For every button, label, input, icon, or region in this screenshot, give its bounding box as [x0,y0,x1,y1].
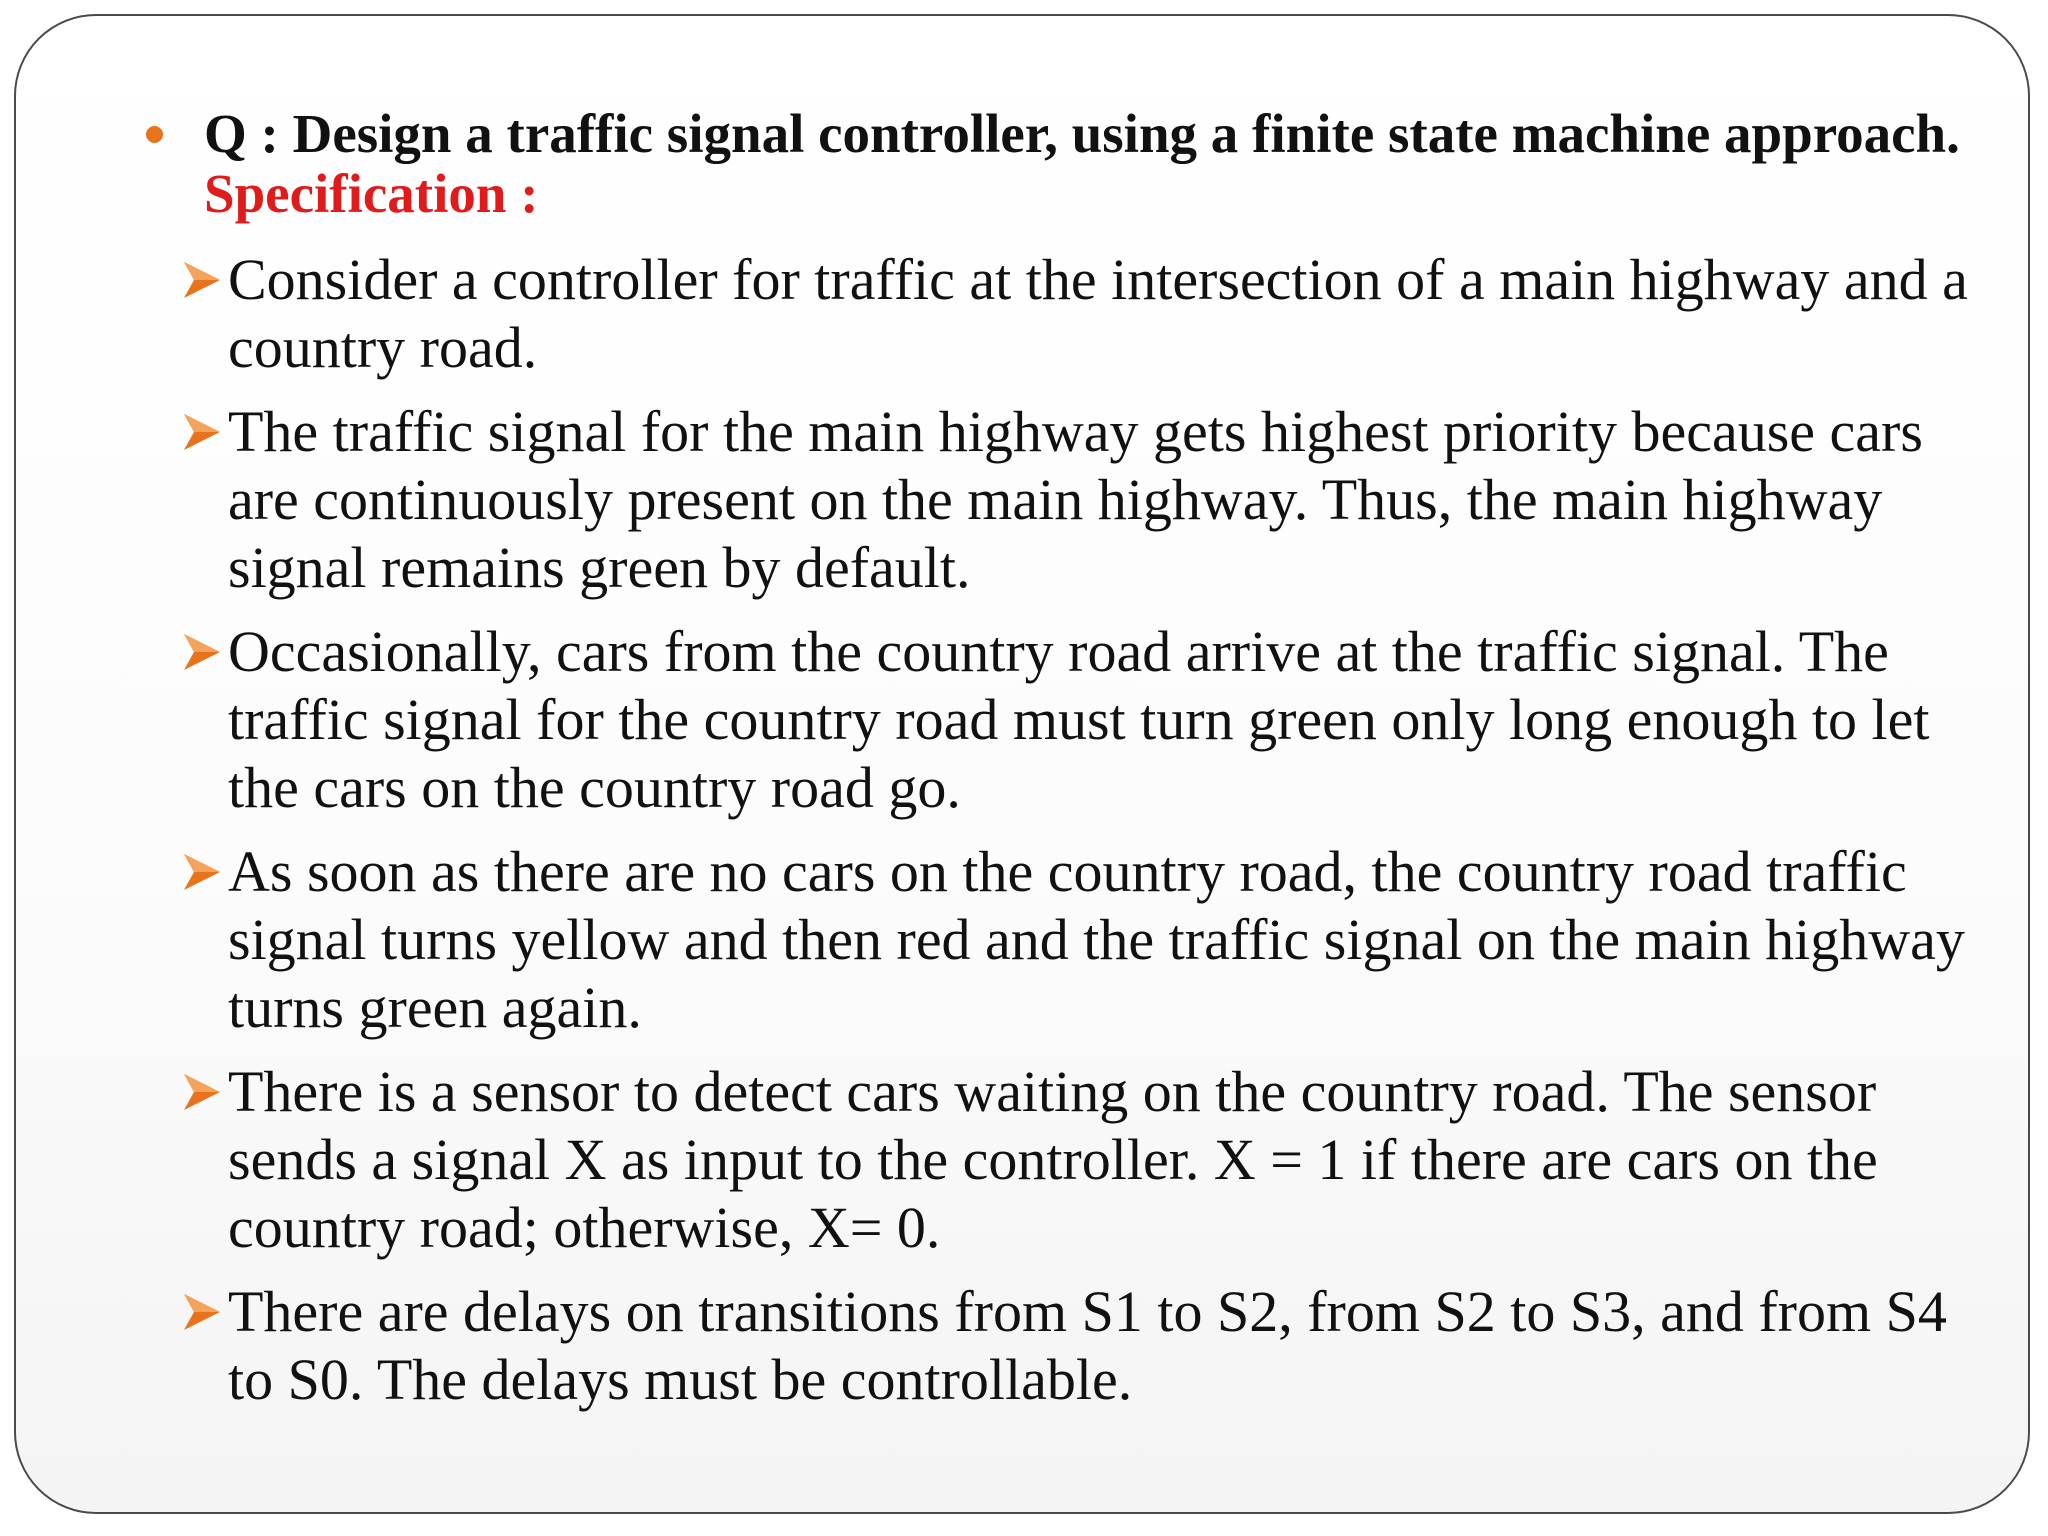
specification-label: Specification : [204,163,539,224]
spec-item-text: The traffic signal for the main highway gets highest priority because cars are continuously present on the main highway. Thus, the main highway signal remains green by default. [228,399,1923,600]
spec-item-text: There are delays on transitions from S1 to S2, from S2 to S3, and from S4 to S0. The delays must be controllable. [228,1279,1947,1412]
spec-item-6 [140,1278,1980,1414]
spec-item-text: Occasionally, cars from the country road arrive at the traffic signal. The traffic signal for the country road must turn green only long enough to let the cars on the country road go. [228,619,1930,820]
spec-item-1 [140,246,1980,382]
arrow-bullet-icon [180,1292,224,1332]
spec-item-3 [140,618,1980,822]
arrow-bullet-icon [180,632,224,672]
spec-item-text: Consider a controller for traffic at the intersection of a main highway and a country road. [228,247,1968,380]
question-text: Q : Design a traffic signal controller, using a finite state machine approach. [204,103,1960,164]
spec-item-4 [140,838,1980,1042]
question-heading [140,104,1980,224]
spec-item-text: There is a sensor to detect cars waiting on the country road. The sensor sends a signal X as input to the controller. X = 1 if there are cars on the country road; otherwise, X= 0. [228,1059,1878,1260]
spec-item-text: As soon as there are no cars on the country road, the country road traffic signal turns yellow and then red and the traffic signal on the main highway turns green again. [228,839,1965,1040]
arrow-bullet-icon [180,1072,224,1112]
arrow-bullet-icon [180,852,224,892]
specification-list [140,246,1980,1414]
slide-content [140,104,1980,1430]
arrow-bullet-icon [180,412,224,452]
bullet-dot-icon [146,126,163,143]
spec-item-2 [140,398,1980,602]
arrow-bullet-icon [180,260,224,300]
spec-item-5 [140,1058,1980,1262]
